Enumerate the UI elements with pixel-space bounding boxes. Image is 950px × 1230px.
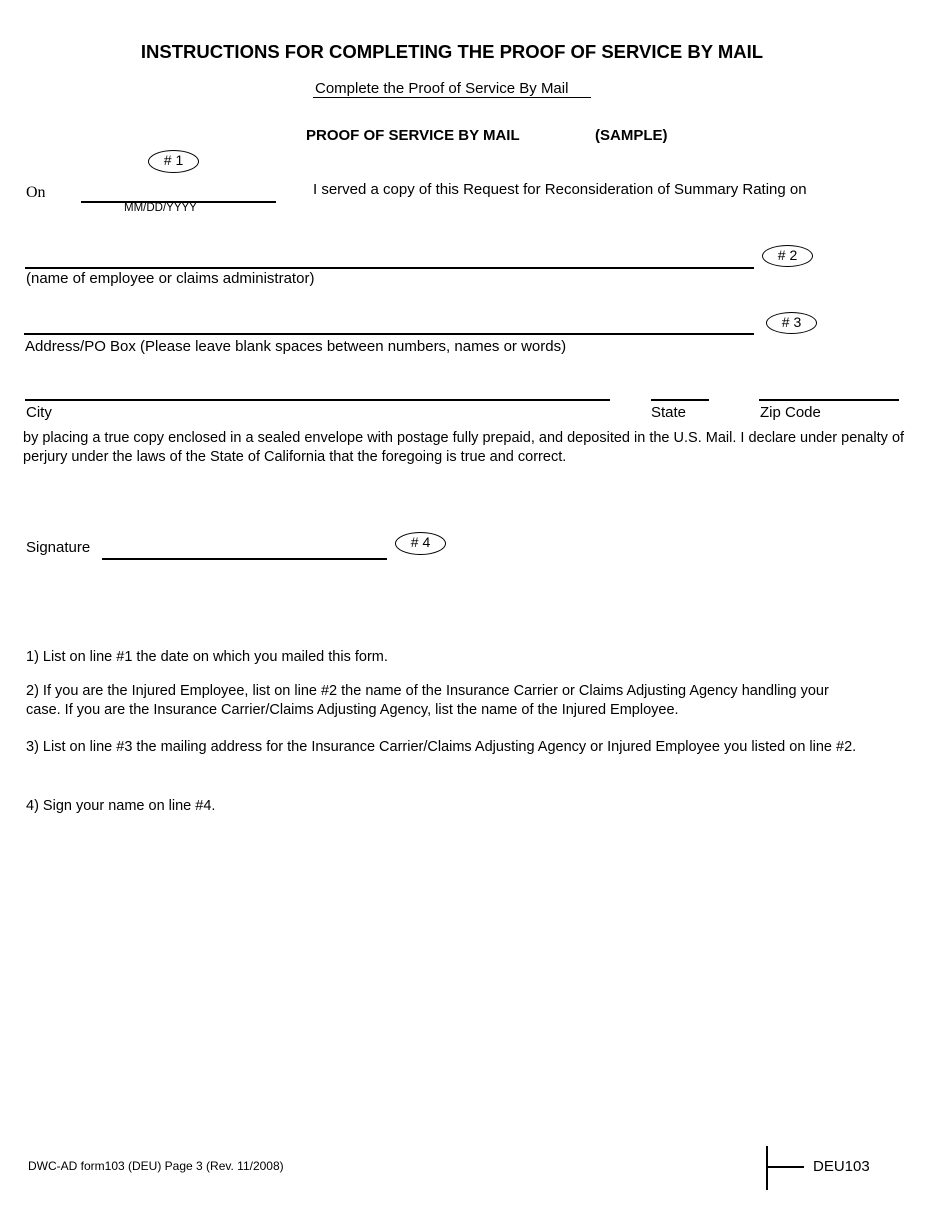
page-title: INSTRUCTIONS FOR COMPLETING THE PROOF OF SERVICE BY MAIL bbox=[140, 41, 764, 62]
footer-code: DEU103 bbox=[813, 1158, 870, 1175]
footer-form-id: DWC-AD form103 (DEU) Page 3 (Rev. 11/2008) bbox=[28, 1159, 284, 1173]
instruction-1: 1) List on line #1 the date on which you mailed this form. bbox=[26, 649, 388, 665]
date-hint: MM/DD/YYYY bbox=[124, 202, 197, 214]
name-line[interactable] bbox=[25, 267, 754, 269]
served-text: I served a copy of this Request for Reconsideration of Summary Rating on bbox=[313, 181, 807, 198]
footer-tick bbox=[768, 1166, 804, 1168]
declaration-text: by placing a true copy enclosed in a sealed envelope with postage fully prepaid, and deposited in the U.S. Mail. I declare under penalty of perjury under the laws of the State of California that the foregoing is true and correct. bbox=[23, 430, 905, 465]
page-subtitle: Complete the Proof of Service By Mail bbox=[315, 80, 569, 97]
signature-line[interactable] bbox=[102, 558, 387, 560]
state-line[interactable] bbox=[651, 399, 709, 401]
subtitle-underline bbox=[313, 97, 591, 98]
instruction-2: 2) If you are the Injured Employee, list on line #2 the name of the Insurance Carrier or Claims Adjusting Agency handling your case. If you are the Insurance Carrier/Claims Adjusting Agency, list the name of the Injured Employee. bbox=[26, 683, 829, 718]
marker-2: # 2 bbox=[762, 245, 813, 267]
city-label: City bbox=[26, 404, 52, 421]
instruction-3: 3) List on line #3 the mailing address for the Insurance Carrier/Claims Adjusting Agency or Injured Employee you listed on line #2. bbox=[26, 739, 857, 755]
zip-label: Zip Code bbox=[760, 404, 821, 421]
marker-1: # 1 bbox=[148, 150, 199, 173]
name-label: (name of employee or claims administrator) bbox=[26, 270, 315, 287]
instruction-4: 4) Sign your name on line #4. bbox=[26, 798, 216, 814]
city-line[interactable] bbox=[25, 399, 610, 401]
signature-label: Signature bbox=[26, 539, 91, 556]
marker-3: # 3 bbox=[766, 312, 817, 334]
marker-4: # 4 bbox=[395, 532, 446, 555]
on-label: On bbox=[26, 184, 46, 201]
zip-line[interactable] bbox=[759, 399, 899, 401]
footer-vertical-rule bbox=[766, 1146, 768, 1190]
address-line[interactable] bbox=[24, 333, 754, 335]
sample-tag: (SAMPLE) bbox=[595, 127, 668, 144]
address-label: Address/PO Box (Please leave blank spaces between numbers, names or words) bbox=[25, 338, 567, 355]
sample-heading: PROOF OF SERVICE BY MAIL bbox=[306, 127, 520, 144]
state-label: State bbox=[651, 404, 687, 421]
